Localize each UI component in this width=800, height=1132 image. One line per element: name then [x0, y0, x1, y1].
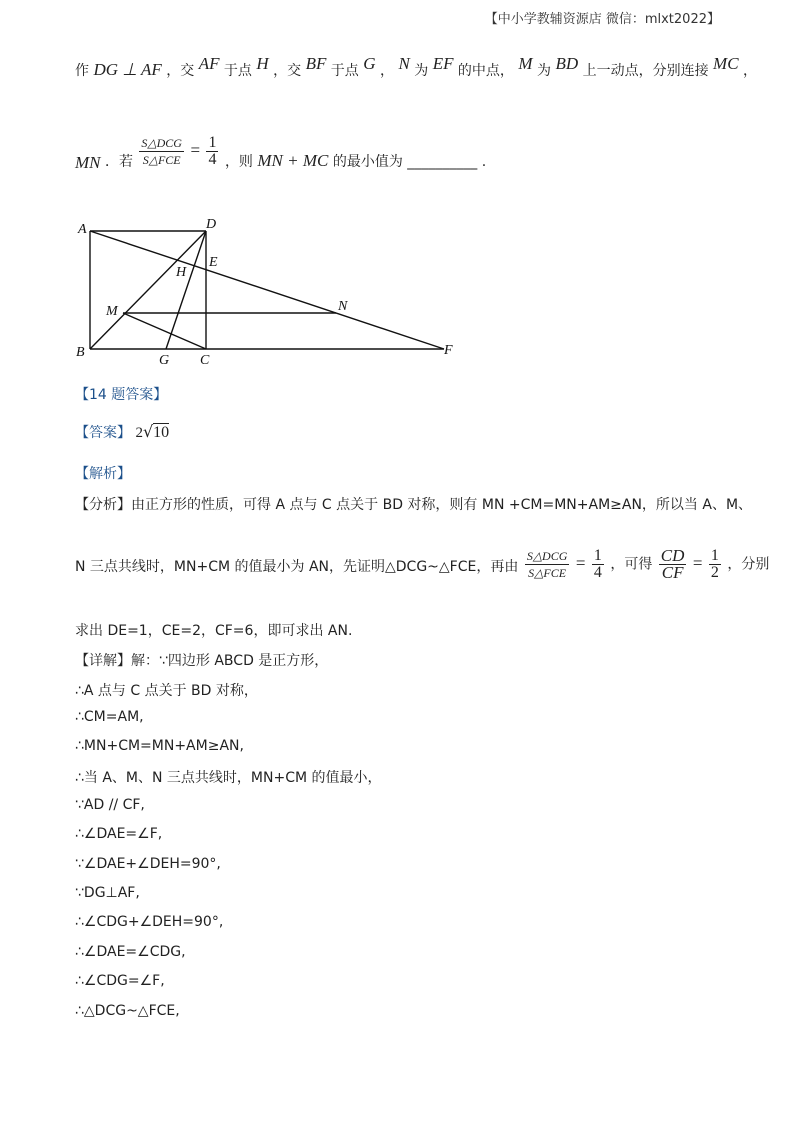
q-math: MN + MC	[257, 150, 329, 170]
q-text: ，	[379, 63, 394, 79]
answer-label: 【答案】	[75, 425, 131, 441]
area-ratio-fraction: $\frac{\text{S△DCG}}{\text{S△FCE}}$	[141, 136, 182, 167]
q-text: 的最小值为	[332, 153, 403, 170]
q-math: MN	[75, 152, 101, 172]
q-math: DG ⊥ AF	[93, 60, 162, 79]
analysis-line-2: N 三点共线时，MN+CM 的值最小为 AN，先证明△DCG~△FCE，再由 $\frac{\text{S△DCG}}{\text{S△FCE}}$ = $\frac{1}{4}$ ，可得 $\frac{CD}{CF}$ = $\frac{1}{2}$ ，分别	[75, 546, 770, 582]
q-text: 作	[75, 63, 89, 79]
q-math: BD	[555, 54, 579, 73]
label-h: H	[176, 265, 187, 280]
analysis-area-ratio: $\frac{\text{S△DCG}}{\text{S△FCE}}$	[526, 549, 568, 580]
analysis-line-3: 求出 DE=1，CE=2，CF=6，即可求出 AN.	[75, 623, 353, 639]
segment-af	[90, 231, 444, 349]
step-line: ∴∠CDG+∠DEH=90°,	[75, 914, 224, 930]
q-math: AF	[198, 54, 220, 73]
q-text: 为	[537, 63, 551, 79]
step-line: ∴∠DAE=∠CDG,	[75, 944, 186, 960]
q-text: ，交	[166, 63, 195, 79]
step-line: 【详解】解：∵四边形 ABCD 是正方形，	[75, 653, 329, 669]
segment-mc	[123, 313, 206, 349]
step-line: ∴当 A、M、N 三点共线时，MN+CM 的值最小，	[75, 770, 382, 786]
step-line: ∵∠DAE+∠DEH=90°,	[75, 856, 221, 872]
step-line: ∴∠DAE=∠F,	[75, 826, 163, 842]
label-b: B	[76, 345, 85, 360]
cd-over-cf: $\frac{CD}{CF}$	[660, 546, 685, 582]
analysis-line-1: 【分析】由正方形的性质，可得 A 点与 C 点关于 BD 对称，则有 MN +CM=MN+AM≥AN，所以当 A、M、	[75, 497, 753, 513]
q-text: ．若	[104, 153, 133, 170]
analysis-header: 【解析】	[75, 466, 131, 482]
segment-dg	[166, 231, 206, 349]
q-text: .	[481, 153, 487, 170]
label-m: M	[106, 304, 118, 319]
answer-header: 【14 题答案】	[75, 387, 168, 403]
q-text: ，则	[224, 153, 253, 170]
step-line: ∴△DCG~△FCE,	[75, 1003, 180, 1019]
q-text: 上一动点，分别连接	[582, 63, 709, 79]
q-text: 的中点，	[457, 63, 514, 79]
answer-radicand: 10	[153, 424, 170, 441]
label-d: D	[206, 217, 217, 232]
step-line: ∵DG⊥AF,	[75, 885, 140, 901]
analysis-one-quarter: $\frac{1}{4}$	[593, 547, 602, 581]
q-math: N	[398, 54, 410, 73]
label-f: F	[444, 343, 453, 358]
step-line: ∴∠CDG=∠F,	[75, 973, 165, 989]
step-line: ∴A 点与 C 点关于 BD 对称，	[75, 683, 258, 699]
label-g: G	[159, 353, 170, 368]
q-math: H	[256, 54, 269, 73]
q-text: 为	[414, 63, 429, 79]
q-text: ，	[742, 63, 757, 79]
answer-coef: 2	[135, 425, 143, 441]
q-text: ，交	[273, 63, 302, 79]
q-math: BF	[305, 54, 327, 73]
q-math: =	[190, 140, 201, 160]
label-c: C	[200, 353, 210, 368]
q-math: EF	[432, 54, 454, 73]
q-text: 于点	[330, 63, 359, 79]
sqrt-icon: √	[142, 422, 154, 441]
q-math: MC	[713, 54, 739, 73]
one-quarter-fraction: $\frac{1}{4}$	[208, 134, 217, 168]
label-n: N	[338, 299, 348, 314]
step-line: ∵AD // CF,	[75, 797, 145, 813]
answer-line	[75, 422, 169, 442]
page-header: 【中小学教辅资源店 微信：mlxt2022】	[484, 12, 720, 27]
label-e: E	[209, 255, 218, 270]
step-line: ∴CM=AM,	[75, 709, 144, 725]
answer-blank: __________	[407, 153, 478, 170]
q-text: 于点	[223, 63, 252, 79]
segment-bd	[90, 231, 206, 349]
label-a: A	[78, 222, 87, 237]
q-math: G	[363, 54, 376, 73]
step-line: ∴MN+CM=MN+AM≥AN,	[75, 738, 244, 754]
one-half: $\frac{1}{2}$	[710, 547, 719, 581]
q-math: M	[518, 54, 533, 73]
